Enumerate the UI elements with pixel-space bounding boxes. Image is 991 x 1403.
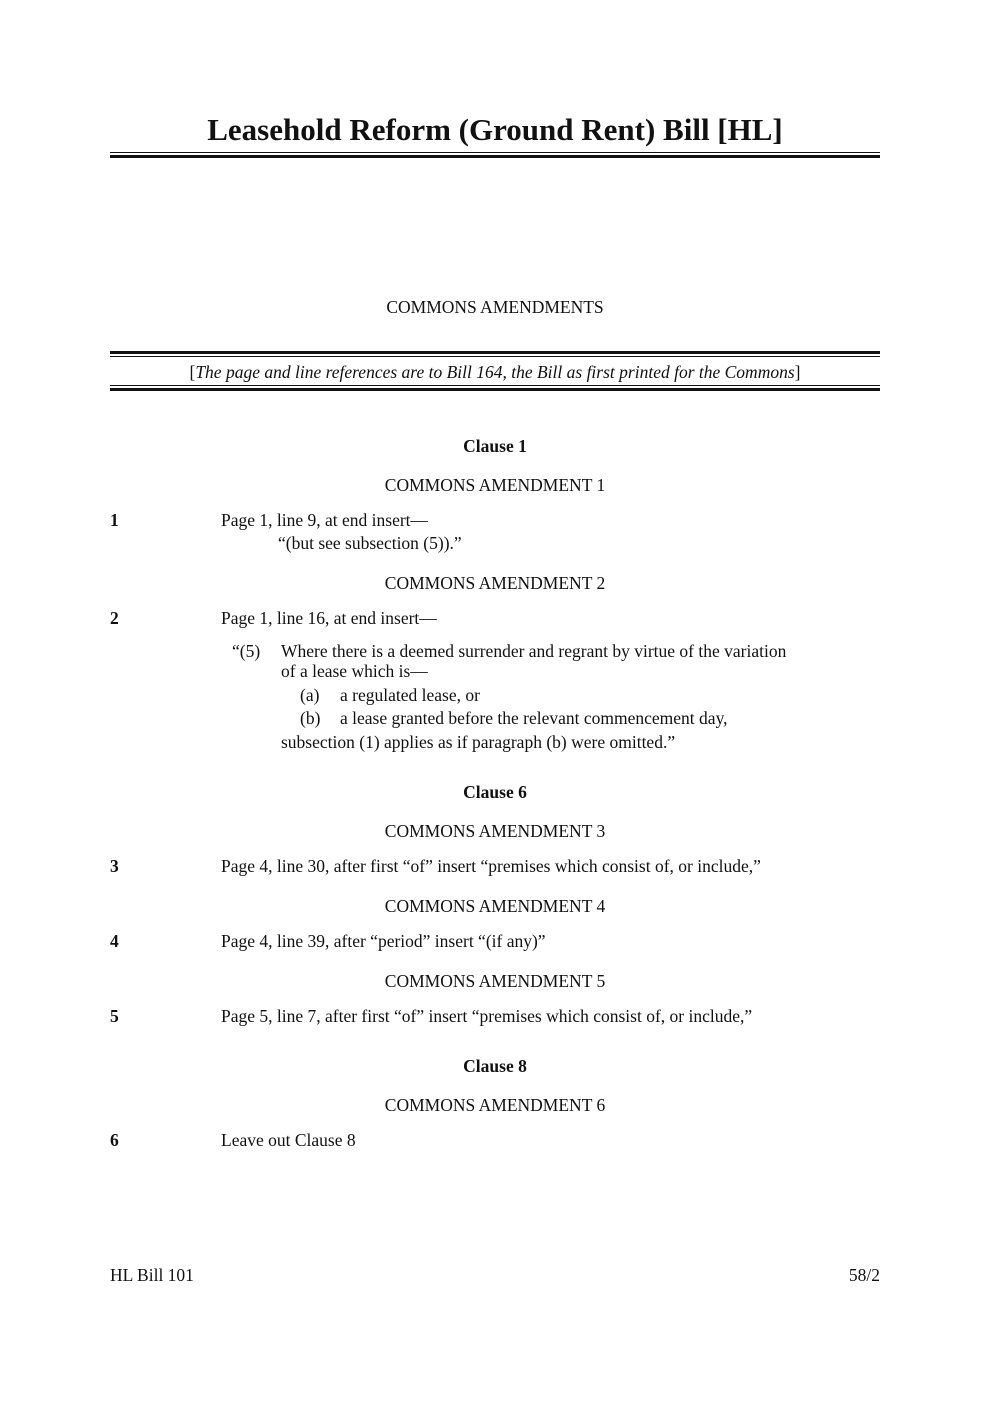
paragraph-text: a lease granted before the relevant commencement day, <box>340 708 728 728</box>
footer-bill-number: HL Bill 101 <box>110 1265 194 1285</box>
amendment-heading: COMMONS AMENDMENT 2 <box>384 573 606 593</box>
reference-note-text: The page and line references are to Bill 164, the Bill as first printed for the Commons <box>195 362 795 382</box>
amendment-number: 2 <box>110 608 119 628</box>
bracket-open: [ <box>189 362 196 382</box>
paragraph-label: (a) <box>300 685 320 705</box>
amendment-number: 1 <box>110 510 119 530</box>
bracket-close: ] <box>794 362 801 382</box>
subsection-text: Where there is a deemed surrender and regrant by virtue of the variation <box>281 641 787 661</box>
clause-heading: Clause 6 <box>463 782 527 802</box>
paragraph-label: (b) <box>300 708 321 728</box>
amendment-heading: COMMONS AMENDMENT 3 <box>384 821 606 841</box>
amendment-text: Page 4, line 39, after “period” insert “(if any)” <box>221 931 546 951</box>
note-rule-top-thick <box>110 351 880 354</box>
footer-reference: 58/2 <box>848 1265 880 1285</box>
amendment-text: Page 1, line 16, at end insert— <box>221 608 437 628</box>
amendment-number: 6 <box>110 1130 119 1150</box>
section-heading: COMMONS AMENDMENTS <box>386 297 604 317</box>
amendment-heading: COMMONS AMENDMENT 5 <box>384 971 606 991</box>
note-rule-top-thin <box>110 356 880 357</box>
amendment-number: 3 <box>110 856 119 876</box>
amendment-heading: COMMONS AMENDMENT 1 <box>384 475 606 495</box>
amendment-heading: COMMONS AMENDMENT 4 <box>384 896 606 916</box>
subsection-label: “(5) <box>232 641 261 661</box>
amendment-text: Page 5, line 7, after first “of” insert “premises which consist of, or include,” <box>221 1006 753 1026</box>
clause-heading: Clause 8 <box>463 1056 527 1076</box>
amendment-text: Page 4, line 30, after first “of” insert “premises which consist of, or include,” <box>221 856 761 876</box>
amendment-text: Leave out Clause 8 <box>221 1130 356 1150</box>
amendment-number: 4 <box>110 931 119 951</box>
reference-note <box>110 361 880 383</box>
paragraph-text: a regulated lease, or <box>340 685 480 705</box>
title-rule-thin <box>110 152 880 153</box>
title-rule-thick <box>110 155 880 158</box>
amendment-heading: COMMONS AMENDMENT 6 <box>384 1095 606 1115</box>
amendment-quote: “(but see subsection (5)).” <box>278 533 462 553</box>
amendment-number: 5 <box>110 1006 119 1026</box>
note-rule-bottom-thin <box>110 385 880 386</box>
note-rule-bottom-thick <box>110 388 880 391</box>
bill-title: Leasehold Reform (Ground Rent) Bill [HL] <box>207 112 783 147</box>
subsection-text: of a lease which is— <box>281 661 428 681</box>
subsection-closing: subsection (1) applies as if paragraph (b) were omitted.” <box>281 732 676 752</box>
clause-heading: Clause 1 <box>463 436 527 456</box>
amendment-text: Page 1, line 9, at end insert— <box>221 510 429 530</box>
